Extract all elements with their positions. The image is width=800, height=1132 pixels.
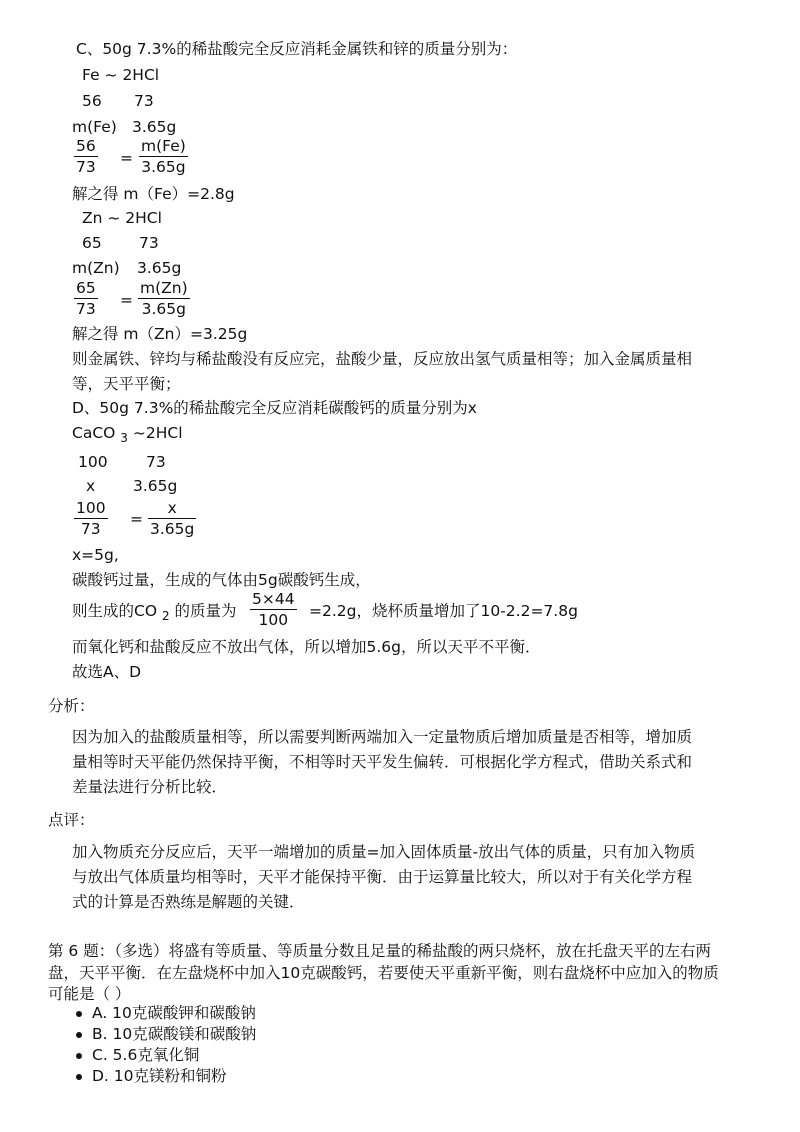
- zn-result: 解之得 m（Zn）=3.25g: [72, 325, 248, 343]
- fe-mass-b: 3.65g: [132, 118, 177, 136]
- option-c: C. 5.6克氧化铜: [76, 1045, 256, 1066]
- caco3-fraction-right: [148, 498, 196, 539]
- equals-sign: =: [130, 510, 143, 528]
- co2-line: [72, 601, 237, 622]
- fe-equation: Fe ~ 2HCl: [82, 66, 160, 84]
- answer-line: 故选A、D: [72, 663, 142, 681]
- part-c-conclusion-1: 则金属铁、锌均与稀盐酸没有反应完，盐酸少量，反应放出氢气质量相等；加入金属质量相: [72, 350, 693, 368]
- analysis-line-3: 差量法进行分析比较．: [72, 778, 228, 796]
- fe-fraction-left: [74, 136, 98, 177]
- co2-middle: 的质量为: [174, 602, 237, 620]
- option-b: B. 10克碳酸镁和碳酸钠: [76, 1024, 256, 1045]
- co2-fraction: [250, 589, 297, 630]
- question-6-line-1: 第 6 题：（多选）将盛有等质量、等质量分数且足量的稀盐酸的两只烧杯，放在托盘天平的左右两: [48, 942, 711, 960]
- question-6-options: [76, 1003, 256, 1087]
- option-a: A. 10克碳酸钾和碳酸钠: [76, 1003, 256, 1024]
- co2-subscript: 2: [161, 609, 170, 623]
- fe-mass-a: m(Fe): [72, 118, 117, 136]
- caco3-subscript: 3: [120, 431, 128, 445]
- zn-ratio-b: 73: [139, 234, 159, 252]
- fe-ratio-b: 73: [134, 92, 154, 110]
- question-6-line-2: 盘，天平平衡．在左盘烧杯中加入10克碳酸钙，若要使天平重新平衡，则右盘烧杯中应加入的物质: [48, 964, 719, 982]
- fraction-denominator: 73: [80, 520, 101, 538]
- fe-result: 解之得 m（Fe）=2.8g: [72, 185, 235, 203]
- zn-mass-b: 3.65g: [137, 259, 182, 277]
- fraction-numerator: m(Zn): [140, 279, 188, 297]
- fraction-denominator: 73: [76, 300, 96, 318]
- caco3-formula: CaCO: [72, 424, 116, 442]
- fraction-numerator: x: [167, 499, 177, 517]
- comment-label: 点评：: [48, 811, 95, 829]
- fraction-numerator: 65: [76, 279, 96, 297]
- caco3-equation: [72, 423, 183, 444]
- zn-fraction-right: [138, 278, 190, 319]
- fraction-denominator: 3.65g: [141, 300, 186, 318]
- caco3-equation-rest: ~2HCl: [132, 424, 183, 442]
- zn-equation: Zn ~ 2HCl: [82, 209, 162, 227]
- comment-line-3: 式的计算是否熟练是解题的关键．: [72, 893, 305, 911]
- caco3-ratio-b: 73: [146, 453, 166, 471]
- caco3-mass-a: x: [86, 477, 96, 495]
- cao-note: 而氧化钙和盐酸反应不放出气体，所以增加5.6g，所以天平不平衡．: [72, 638, 541, 656]
- comment-line-2: 与放出气体质量均相等时，天平才能保持平衡．由于运算量比较大，所以对于有关化学方程: [72, 868, 693, 886]
- fraction-numerator: 100: [76, 499, 106, 517]
- part-c-intro: C、50g 7.3%的稀盐酸完全反应消耗金属铁和锌的质量分别为：: [76, 40, 518, 58]
- part-c-conclusion-2: 等，天平平衡；: [72, 375, 181, 393]
- fraction-numerator: 5×44: [252, 590, 295, 608]
- fe-ratio-a: 56: [82, 92, 102, 110]
- fraction-denominator: 3.65g: [141, 158, 186, 176]
- equals-sign: =: [120, 291, 133, 309]
- caco3-mass-b: 3.65g: [133, 477, 178, 495]
- fraction-numerator: m(Fe): [141, 137, 186, 155]
- co2-prefix: 则生成的CO: [72, 602, 158, 620]
- analysis-label: 分析：: [48, 697, 95, 715]
- fraction-denominator: 100: [258, 611, 289, 629]
- excess-note: 碳酸钙过量，生成的气体由5g碳酸钙生成，: [72, 571, 371, 589]
- analysis-line-2: 量相等时天平能仍然保持平衡，不相等时天平发生偏转．可根据化学方程式，借助关系式和: [72, 753, 693, 771]
- equals-sign: =: [120, 149, 133, 167]
- fraction-denominator: 73: [76, 158, 96, 176]
- caco3-ratio-a: 100: [78, 453, 108, 471]
- fraction-denominator: 3.65g: [150, 520, 195, 538]
- zn-fraction-left: [74, 278, 98, 319]
- question-6-line-3: 可能是（ ）: [48, 985, 131, 1003]
- comment-line-1: 加入物质充分反应后，天平一端增加的质量=加入固体质量-放出气体的质量，只有加入物质: [72, 843, 696, 861]
- analysis-line-1: 因为加入的盐酸质量相等，所以需要判断两端加入一定量物质后增加质量是否相等，增加质: [72, 728, 693, 746]
- zn-ratio-a: 65: [82, 234, 102, 252]
- co2-suffix: =2.2g，烧杯质量增加了10-2.2=7.8g: [309, 602, 578, 620]
- fe-fraction-right: [139, 136, 188, 177]
- part-d-intro: D、50g 7.3%的稀盐酸完全反应消耗碳酸钙的质量分别为x: [72, 399, 477, 417]
- zn-mass-a: m(Zn): [72, 259, 120, 277]
- option-d: D. 10克镁粉和铜粉: [76, 1066, 256, 1087]
- fraction-numerator: 56: [76, 137, 96, 155]
- caco3-result: x=5g,: [72, 546, 119, 564]
- caco3-fraction-left: [74, 498, 108, 539]
